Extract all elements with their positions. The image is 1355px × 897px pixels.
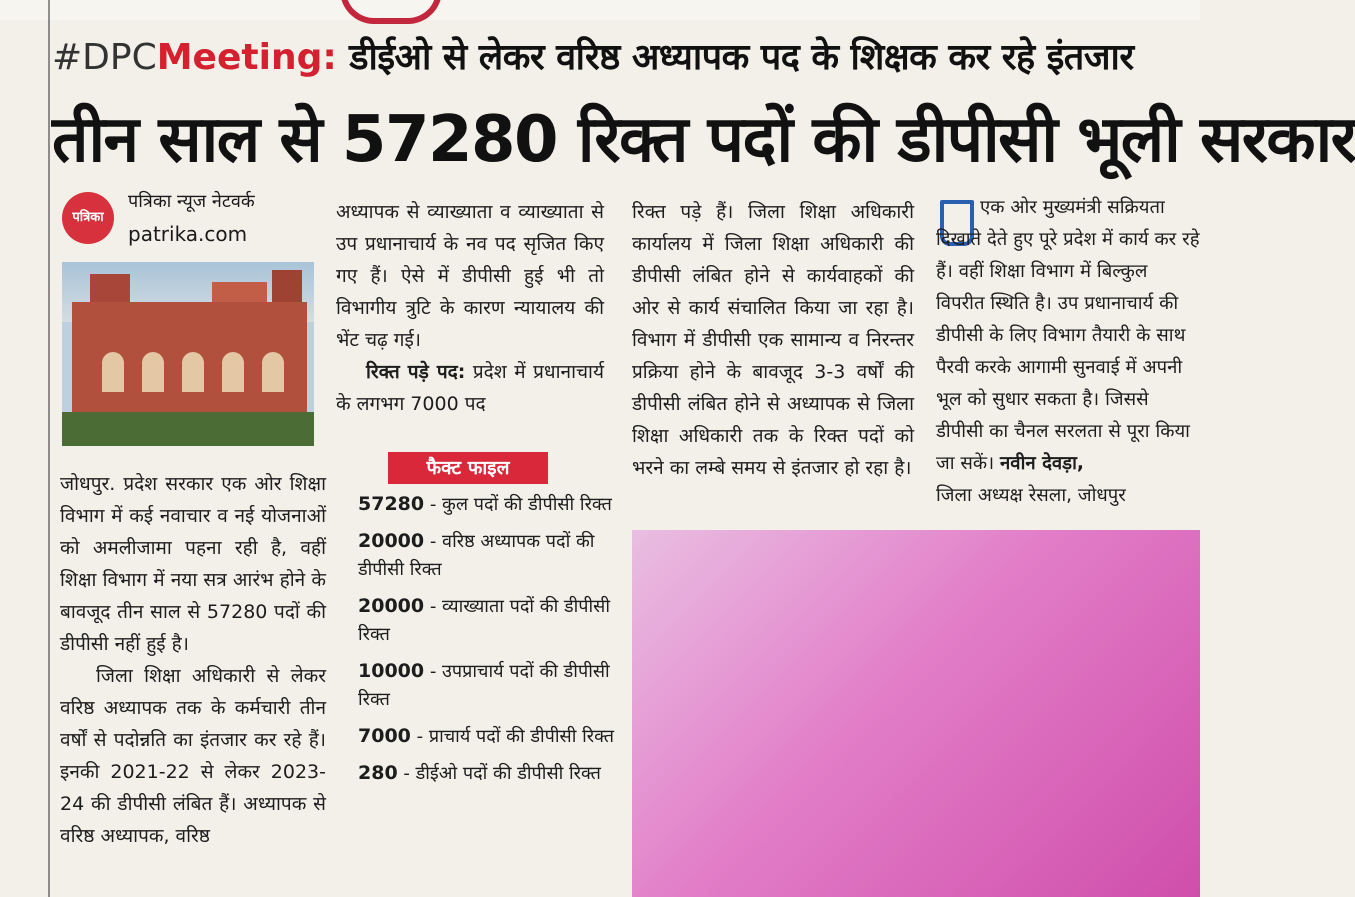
- column-2-para-2: प्रदेश में प्रधानाचार्य के लगभग 7000 पद: [336, 361, 604, 415]
- kicker-meeting: Meeting: [156, 37, 323, 78]
- patrika-logo: पत्रिका: [62, 192, 114, 244]
- fact-text: - प्राचार्य पदों की डीपीसी रिक्त: [416, 726, 615, 747]
- headline: तीन साल से 57280 रिक्त पदों की डीपीसी भूली सरकार: [52, 103, 1355, 177]
- column-4-quote: [936, 192, 1200, 512]
- kicker-line: [52, 28, 1192, 88]
- fact-number: 57280: [358, 493, 425, 515]
- building-photo: [62, 262, 314, 446]
- fact-item: [358, 759, 618, 788]
- fact-item: [358, 592, 618, 649]
- fact-number: 20000: [358, 595, 425, 617]
- column-3: [632, 196, 914, 484]
- kicker-text: डीईओ से लेकर वरिष्ठ अध्यापक पद के शिक्षक कर रहे इंतजार: [349, 37, 1134, 78]
- vacant-posts-subhead: रिक्त पड़े पद:: [366, 361, 466, 383]
- fact-item: [358, 490, 618, 519]
- photo-arch: [142, 352, 164, 392]
- column-fold-line: [48, 0, 50, 897]
- fact-number: 10000: [358, 660, 425, 682]
- byline-site: patrika.com: [128, 222, 248, 246]
- fact-file-list: [358, 490, 618, 796]
- fact-text: - कुल पदों की डीपीसी रिक्त: [429, 494, 612, 515]
- decorative-arc: [340, 0, 442, 24]
- fact-item: [358, 527, 618, 584]
- fact-number: 20000: [358, 530, 425, 552]
- photo-arch: [262, 352, 284, 392]
- fact-text: - व्याख्याता पदों की डीपीसी रिक्त: [358, 596, 610, 645]
- column-1-para-1: जोधपुर. प्रदेश सरकार एक ओर शिक्षा विभाग में कई नवाचार व नई योजनाओं को अमलीजामा पहना रही है, वहीं शिक्षा विभाग में नया सत्र आरंभ होने के बावजूद तीन साल से 57280 पदों की डीपीसी नहीं हुई है।: [60, 473, 326, 655]
- column-2-para-1: अध्यापक से व्याख्याता व व्याख्याता से उप प्रधानाचार्य के नव पद सृजित किए गए हैं। ऐसे में डीपीसी हुई भी तो विभागीय त्रुटि के कारण न्यायालय की भेंट चढ़ गई।: [336, 201, 604, 351]
- quote-text: एक ओर मुख्यमंत्री सक्रियता दिखाते देते हुए पूरे प्रदेश में कार्य कर रहे हैं। वहीं शिक्षा विभाग में बिल्कुल विपरीत स्थिति है। उप प्रधानाचार्य की डीपीसी के लिए विभाग तैयारी के साथ पैरवी करके आगामी सुनवाई में अपनी भूल को सुधार सकता है। जिससे डीपीसी का चैनल सरलता से पूरा किया जा सकें।: [936, 197, 1200, 474]
- fact-item: [358, 722, 618, 751]
- fact-item: [358, 657, 618, 714]
- byline-name: पत्रिका न्यूज नेटवर्क: [128, 191, 255, 212]
- photo-trees: [62, 412, 314, 446]
- fact-number: 280: [358, 762, 398, 784]
- fact-number: 7000: [358, 725, 411, 747]
- pink-ad-block: [632, 530, 1200, 897]
- fact-text: - वरिष्ठ अध्यापक पदों की डीपीसी रिक्त: [358, 531, 595, 580]
- kicker-hash: #DPC: [52, 37, 157, 78]
- quote-designation: जिला अध्यक्ष रेसला, जोधपुर: [936, 485, 1126, 506]
- fact-text: - उपप्राचार्य पदों की डीपीसी रिक्त: [358, 661, 610, 710]
- kicker-colon: :: [322, 37, 337, 78]
- top-margin-strip: [0, 0, 1200, 20]
- photo-arch: [182, 352, 204, 392]
- fact-text: - डीईओ पदों की डीपीसी रिक्त: [403, 763, 601, 784]
- photo-arch: [102, 352, 124, 392]
- column-2: [336, 196, 604, 420]
- column-1: [60, 468, 326, 852]
- column-1-para-2: जिला शिक्षा अधिकारी से लेकर वरिष्ठ अध्यापक तक के कर्मचारी तीन वर्षों से पदोन्नति का इंतजार कर रहे हैं। इनकी 2021-22 से लेकर 2023-24 की डीपीसी लंबित हैं। अध्यापक से वरिष्ठ अध्यापक, वरिष्ठ: [60, 665, 326, 847]
- photo-arch: [222, 352, 244, 392]
- quote-author: नवीन देवड़ा,: [1000, 453, 1084, 474]
- column-3-para-1: रिक्त पड़े हैं। जिला शिक्षा अधिकारी कार्यालय में जिला शिक्षा अधिकारी की डीपीसी लंबित होने से कार्यवाहकों की ओर से कार्य संचालित किया जा रहा है। विभाग में डीपीसी एक सामान्य व निरन्तर प्रक्रिया होने के बावजूद 3-3 वर्षों की डीपीसी लंबित होने से अध्यापक से जिला शिक्षा अधिकारी तक के रिक्त पदों को भरने का लम्बे समय से इंतजार हो रहा है।: [632, 201, 914, 479]
- fact-file-badge: फैक्ट फाइल: [388, 452, 548, 484]
